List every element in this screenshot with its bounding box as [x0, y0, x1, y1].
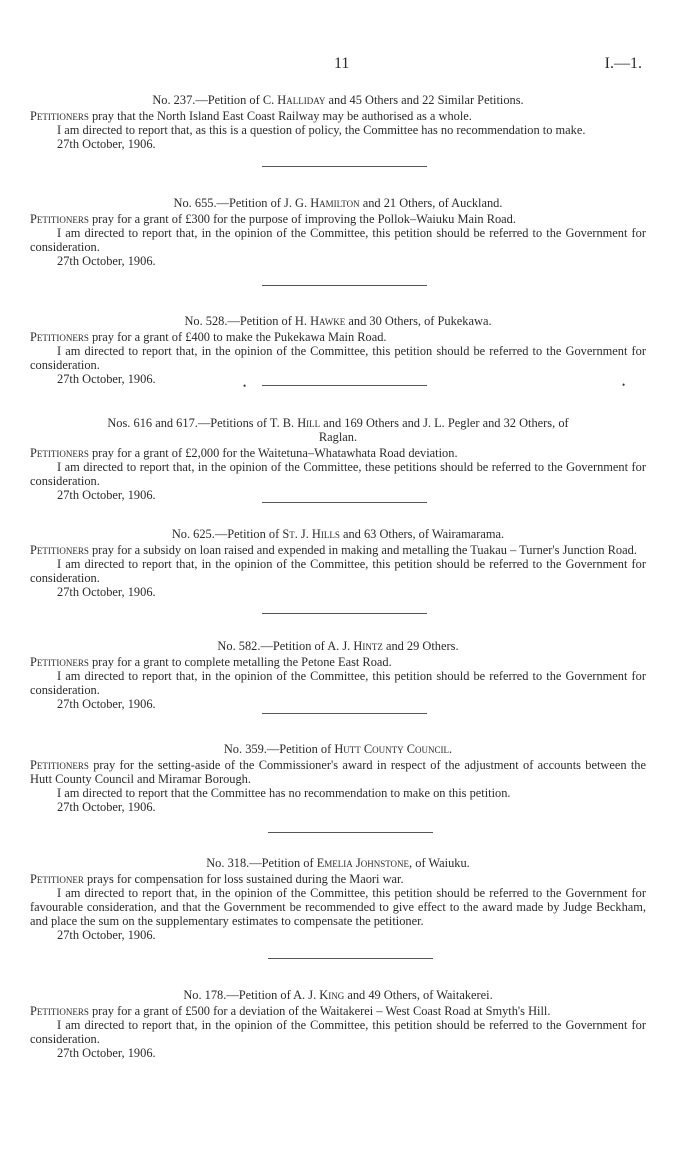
report-date: 27th October, 1906. — [57, 800, 156, 814]
petition-title: Nos. 616 and 617.—Petitions of T. B. Hill and 169 Others and J. L. Pegler and 32 Others, of Raglan. — [107, 416, 569, 444]
page-header — [0, 57, 700, 77]
report-date: 27th October, 1906. — [57, 928, 156, 942]
petition-section — [30, 196, 646, 268]
petition-prayer: Petitioners pray for a grant of £2,000 for the Waitetuna–Whatawhata Road deviation. — [30, 446, 458, 460]
petition-section — [30, 314, 646, 386]
petition-prayer: Petitioners pray for a subsidy on loan raised and expended in making and metalling the Tuakau – Turner's Junction Road. — [30, 543, 637, 557]
petition-title: No. 359.—Petition of Hutt County Council. — [223, 742, 453, 756]
petition-section — [30, 742, 646, 814]
report-date: 27th October, 1906. — [57, 254, 156, 268]
petition-prayer: Petitioners pray for a grant of £300 for the purpose of improving the Pollok–Waiuku Main Road. — [30, 212, 516, 226]
section-divider — [262, 502, 427, 503]
committee-report: I am directed to report that the Committee has no recommendation to make on this petition. — [57, 786, 511, 800]
petition-section — [30, 416, 646, 502]
section-divider — [262, 713, 427, 714]
petition-section — [30, 639, 646, 711]
report-date: 27th October, 1906. — [57, 585, 156, 599]
section-divider — [262, 166, 427, 167]
petition-section — [30, 988, 646, 1060]
section-divider — [262, 385, 427, 386]
page-number: 11 — [334, 55, 350, 72]
petition-section — [30, 527, 646, 599]
petition-title: No. 582.—Petition of A. J. Hintz and 29 Others. — [217, 639, 459, 653]
petition-title: No. 318.—Petition of Emelia Johnstone, of Waiuku. — [206, 856, 470, 870]
section-divider — [268, 832, 433, 833]
committee-report: I am directed to report that, in the opinion of the Committee, this petition should be referred to the Government for favourable consideration, and that the Government be recommended to give effect to the award made by Judge Beckham, and place the sum on the supplementary estimates to compensate the petitioner. — [30, 886, 646, 928]
report-date: 27th October, 1906. — [57, 372, 156, 386]
section-divider — [262, 285, 427, 286]
petition-prayer: Petitioners pray for a grant of £400 to make the Pukekawa Main Road. — [30, 330, 387, 344]
print-speck: • — [622, 380, 626, 390]
section-divider — [268, 958, 433, 959]
committee-report: I am directed to report that, in the opinion of the Committee, this petition should be referred to the Government for consideration. — [30, 226, 646, 254]
petition-prayer: Petitioners pray that the North Island East Coast Railway may be authorised as a whole. — [30, 109, 472, 123]
petition-title: No. 625.—Petition of St. J. Hills and 63 Others, of Wairamarama. — [171, 527, 505, 541]
report-date: 27th October, 1906. — [57, 697, 156, 711]
section-divider — [262, 613, 427, 614]
committee-report: I am directed to report that, in the opinion of the Committee, this petition should be referred to the Government for consideration. — [30, 344, 646, 372]
committee-report: I am directed to report that, in the opinion of the Committee, this petition should be referred to the Government for consideration. — [30, 1018, 646, 1046]
petition-prayer: Petitioner prays for compensation for loss sustained during the Maori war. — [30, 872, 404, 886]
committee-report: I am directed to report that, in the opinion of the Committee, these petitions should be referred to the Government for consideration. — [30, 460, 646, 488]
committee-report: I am directed to report that, in the opinion of the Committee, this petition should be referred to the Government for consideration. — [30, 557, 646, 585]
report-date: 27th October, 1906. — [57, 137, 156, 151]
print-speck: • — [243, 381, 247, 391]
petition-title: No. 528.—Petition of H. Hawke and 30 Others, of Pukekawa. — [184, 314, 492, 328]
petition-section — [30, 856, 646, 942]
petition-prayer: Petitioners pray for a grant of £500 for a deviation of the Waitakerei – West Coast Road at Smyth's Hill. — [30, 1004, 551, 1018]
report-date: 27th October, 1906. — [57, 1046, 156, 1060]
document-reference: I.—1. — [604, 55, 642, 72]
petition-title: No. 178.—Petition of A. J. King and 49 Others, of Waitakerei. — [183, 988, 493, 1002]
petition-section — [30, 93, 646, 151]
petition-title: No. 655.—Petition of J. G. Hamilton and 21 Others, of Auckland. — [173, 196, 503, 210]
petition-prayer: Petitioners pray for the setting-aside of the Commissioner's award in respect of the adjustment of accounts between the Hutt County Council and Miramar Borough. — [30, 758, 646, 786]
committee-report: I am directed to report that, in the opinion of the Committee, this petition should be referred to the Government for consideration. — [30, 669, 646, 697]
committee-report: I am directed to report that, as this is a question of policy, the Committee has no recommendation to make. — [57, 123, 586, 137]
report-date: 27th October, 1906. — [57, 488, 156, 502]
petition-title: No. 237.—Petition of C. Halliday and 45 Others and 22 Similar Petitions. — [152, 93, 524, 107]
petition-prayer: Petitioners pray for a grant to complete metalling the Petone East Road. — [30, 655, 392, 669]
